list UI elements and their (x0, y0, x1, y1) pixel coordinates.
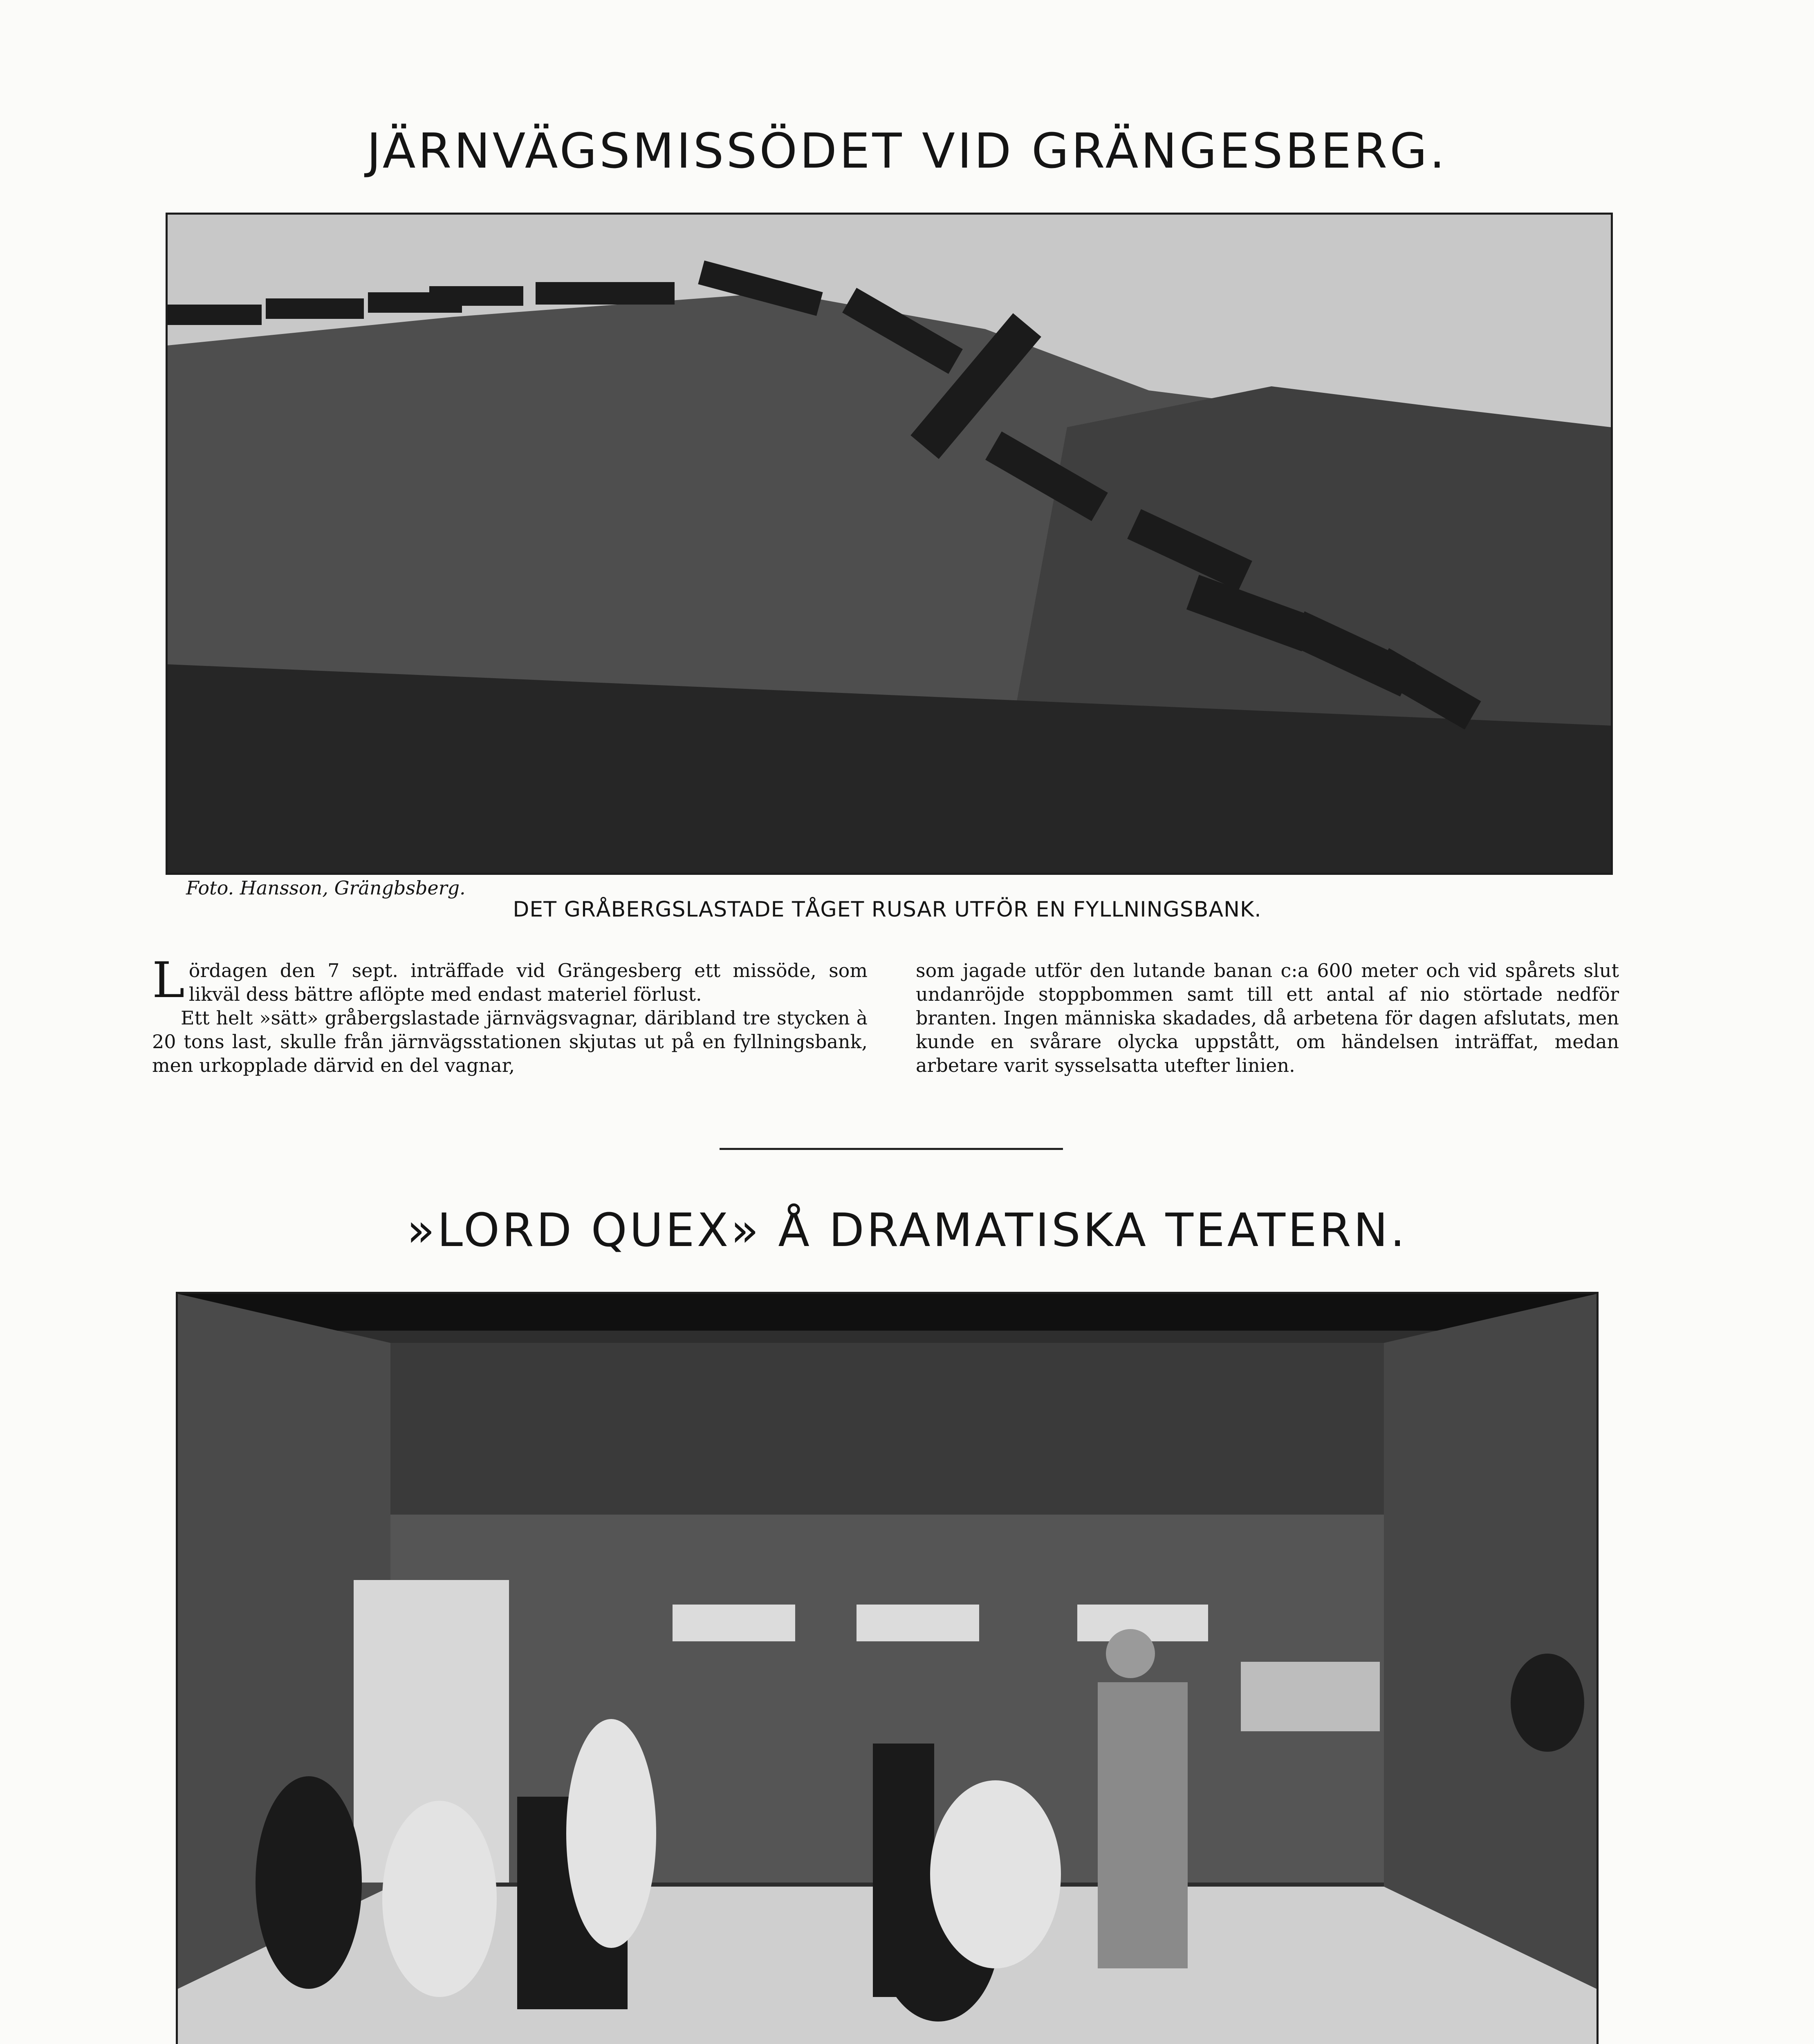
photo-theatre-scene-illustration (178, 1294, 1596, 2044)
article1-column-2 (916, 959, 1619, 1077)
paragraph: Ett helt »sätt» gråbergslastade järnvägsvagnar, däribland tre stycken à 20 tons last, skulle från järnvägsstationen skjutas ut på en fyllningsbank, men urkopplade därvid en del vagnar, (152, 1007, 868, 1076)
photo-train-derailment-illustration (168, 215, 1611, 873)
paragraph: som jagade utför den lutande banan c:a 600 meter och vid spårets slut undanröjde stoppbommen samt till ett antal af nio störtade nedför branten. Ingen människa skadades, då arbetena för dagen afslutats, men kunde en svårare olycka uppstått, om händelsen inträffat, medan arbetare varit sysselsatta utefter linien. (916, 959, 1619, 1076)
photo-credit: Foto. Hansson, Grängbsberg. (186, 877, 466, 899)
drop-cap: L (152, 952, 185, 1009)
article1-column-1 (152, 952, 868, 1077)
headline-train-accident: JÄRNVÄGSMISSÖDET VID GRÄNGESBERG. (366, 123, 1448, 179)
photo-caption: DET GRÅBERGSLASTADE TÅGET RUSAR UTFÖR EN FYLLNINGSBANK. (513, 897, 1262, 922)
section-divider (720, 1148, 1063, 1150)
paragraph: ördagen den 7 sept. inträffade vid Grängesberg ett missöde, som likväl dess bättre aflöpte med endast materiel förlust. (188, 959, 868, 1005)
photo-train-derailment (166, 213, 1613, 875)
photo-theatre-scene (176, 1292, 1599, 2044)
headline-lord-quex: »LORD QUEX» Å DRAMATISKA TEATERN. (406, 1204, 1408, 1257)
